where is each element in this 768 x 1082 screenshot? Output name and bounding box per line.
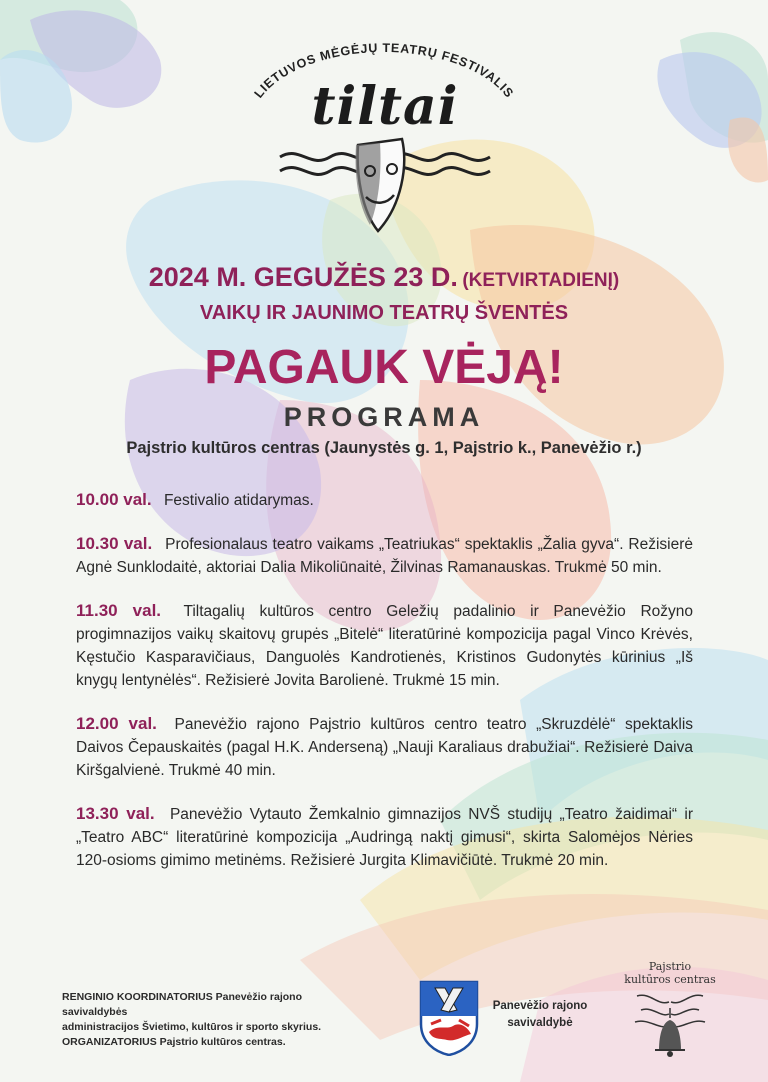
culture-centre-line-1: Pajstrio xyxy=(648,960,692,973)
program-schedule xyxy=(76,488,693,892)
page-title: PAGAUK VĖJĄ! xyxy=(204,341,564,394)
svg-text:LIETUVOS MĖGĖJŲ TEATRŲ FESTIVA: LIETUVOS MĖGĖJŲ TEATRŲ FESTIVALIS xyxy=(251,40,517,101)
schedule-time: 10.00 val. xyxy=(76,490,152,509)
schedule-entry xyxy=(76,599,693,692)
schedule-text: Festivalio atidarymas. xyxy=(163,492,314,509)
schedule-entry xyxy=(76,488,693,512)
schedule-time: 11.30 val. xyxy=(76,601,162,620)
schedule-text: Panevėžio Vytauto Žemkalnio gimnazijos NVŠ studijų „Teatro žaidimai“ ir „Teatro ABC“ literatūrinė kompozicija „Audringą naktį gimusi“, skirta Salomėjos Nėries 120-osioms gimimo metinėms. Režisierė Jurgita Klimavičiūtė. Trukmė 20 min. xyxy=(76,806,693,869)
schedule-time: 12.00 val. xyxy=(76,714,157,733)
municipality-line-2: savivaldybė xyxy=(507,1017,573,1029)
theatre-mask-icon xyxy=(270,135,500,235)
program-heading: PROGRAMA xyxy=(283,402,485,432)
schedule-time: 10.30 val. xyxy=(76,534,153,553)
coat-of-arms-icon xyxy=(419,980,479,1056)
event-date-day: (KETVIRTADIENĮ) xyxy=(462,270,620,291)
culture-centre-label xyxy=(620,960,720,986)
event-date xyxy=(0,262,768,293)
bell-icon xyxy=(627,988,713,1060)
schedule-text: Panevėžio rajono Pajstrio kultūros centro teatro „Skruzdėlė“ spektaklis Daivos Čepauskaitės (pagal H.K. Anderseną) „Nauji Karaliaus drabužiai“. Režisierė Daiva Kiršgalvienė. Trukmė 40 min. xyxy=(76,716,694,779)
schedule-entry xyxy=(76,802,693,872)
event-date-main: 2024 M. GEGUŽĖS 23 D. xyxy=(148,262,458,292)
schedule-entry xyxy=(76,712,693,782)
schedule-text: Profesionalaus teatro vaikams „Teatriukas“ spektaklis „Žalia gyva“. Režisierė Agnė Sunklodaitė, aktoriai Dalia Mikoliūnaitė, Žilvinas Ramanauskas. Trukmė 50 min. xyxy=(76,536,693,576)
footer-credits xyxy=(62,990,362,1050)
schedule-entry xyxy=(76,532,693,579)
event-subtitle: VAIKŲ IR JAUNIMO TEATRŲ ŠVENTĖS xyxy=(199,302,569,324)
culture-centre-line-2: kultūros centras xyxy=(624,973,716,986)
coordinator-line-2: administracijos Švietimo, kultūros ir sporto skyrius. xyxy=(62,1021,322,1033)
municipality-label xyxy=(488,998,592,1032)
schedule-text: Tiltagalių kultūros centro Geležių padalinio ir Panevėžio Rožyno progimnazijos vaikų skaitovų grupės „Bitelė“ literatūrinė kompozicija pagal Vinco Krėvės, Kęstučio Kasparavičiaus, Danguolės Kandrotienės, Kristinos Gudonytės kūrinius „Iš knygų lentynėlės“. Režisierė Jovita Barolienė. Trukmė 15 min. xyxy=(76,603,694,689)
organizer-line: ORGANIZATORIUS Pajstrio kultūros centras. xyxy=(62,1036,286,1048)
venue-address: Pajstrio kultūros centras (Jaunystės g. 1, Pajstrio k., Panevėžio r.) xyxy=(126,439,642,457)
festival-logo-word: tiltai xyxy=(311,76,459,137)
municipality-line-1: Panevėžio rajono xyxy=(492,1000,588,1012)
coordinator-line-1: RENGINIO KOORDINATORIUS Panevėžio rajono savivaldybės xyxy=(62,991,302,1018)
schedule-time: 13.30 val. xyxy=(76,804,155,823)
